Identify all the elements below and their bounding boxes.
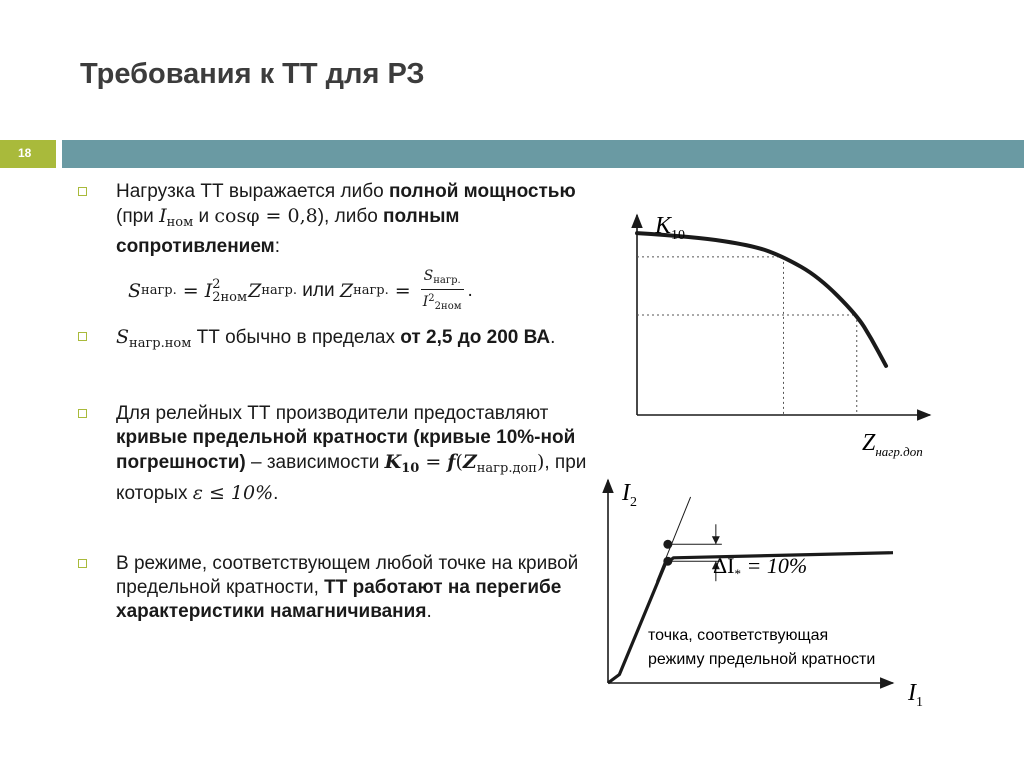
bullet-item-power: $S_{нагр.ном}$ ТТ обычно в пределах от 2,5 до 200 ВА. (78, 325, 588, 356)
load-formula: S нагр. = I 2 2ном Z нагр. или Z нагр. = $\frac{S_{нагр.}}{I^2_{2ном}}$ . (128, 267, 588, 315)
bullet-item-mode: В режиме, соответствующем любой точке на кривой предельной кратности, ТТ работают на перегибе характеристики намагничивания. (78, 552, 588, 624)
limit-multiplicity-chart (600, 205, 980, 475)
slide-number: 18 (18, 146, 32, 160)
arrow-head-down-icon (712, 536, 720, 544)
bullet-square-icon (78, 332, 87, 341)
data-point-2 (663, 557, 672, 566)
bullet-square-icon (78, 559, 87, 568)
header-bar (62, 140, 1024, 168)
slide-title: Требования к ТТ для РЗ (80, 58, 425, 90)
point-note-line-2: режиму предельной кратности (648, 651, 876, 668)
delta-annotation: $\Delta I_* = 10\%$ (713, 553, 808, 581)
data-point-1 (663, 540, 672, 549)
bullet-square-icon (78, 187, 87, 196)
bullet-item-load: Нагрузка ТТ выражается либо полной мощностью (при $I_{ном}$ и cosφ = 0,8), либо полным сопротивлением: S нагр. = I 2 2ном Z нагр. или Z нагр. = $\frac{S_{нагр.}}{I^2_{2ном}}$ . (78, 180, 588, 315)
x-axis-label: $I_1$ (908, 680, 923, 710)
series-line (637, 233, 886, 366)
bullet-square-icon (78, 409, 87, 418)
x-axis-label: $Z_{нагр.доп}$ (862, 430, 923, 459)
magnetization-chart (590, 470, 970, 710)
y-axis-label: $K_{10}$ (655, 213, 686, 243)
bullet-item-curves: Для релейных ТТ производители предоставляют кривые предельной кратности (кривые 10%-ной погрешности) – зависимости $K_{10} = f(Z_{нагр.доп})$, при которых ε ≤ 10%. (78, 402, 588, 506)
point-note-line-1: точка, соответствующая (648, 627, 829, 644)
y-axis-label: $I_2$ (622, 480, 637, 510)
bullet-list (78, 180, 588, 624)
fraction: $\frac{S_{нагр.}}{I^2_{2ном}}$ (420, 267, 465, 316)
slide-number-badge (0, 140, 56, 168)
